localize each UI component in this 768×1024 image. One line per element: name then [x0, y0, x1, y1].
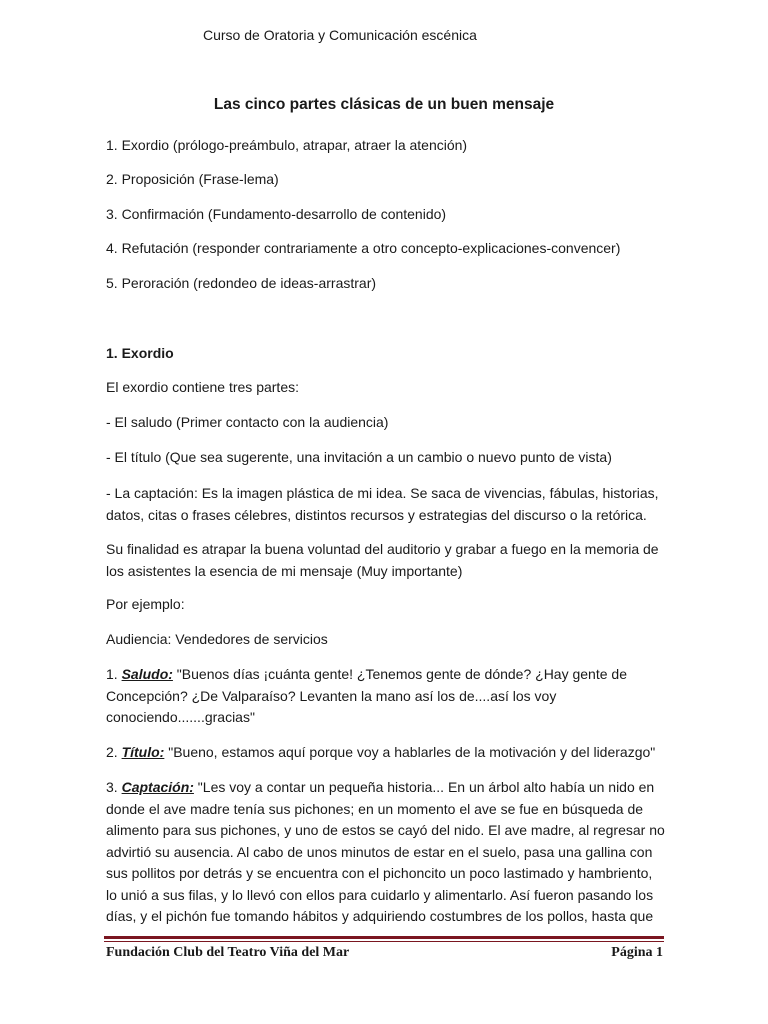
example-saludo — [106, 664, 666, 729]
titulo-description: - El título (Que sea sugerente, una invitación a un cambio o nuevo punto de vista) — [106, 449, 612, 465]
text-segment: "Les voy a contar un pequeña historia... En un árbol alto había un nido en — [193, 779, 655, 795]
text-line: lo unió a sus filas, y lo llevó con ellos para cuidarlo y alimentarlo. Así fueron pasando los — [106, 886, 654, 903]
text-line: donde el ave madre tenía sus pichones; en un momento el ave se fue en búsqueda de — [106, 800, 644, 817]
titulo-label: Título: — [121, 744, 165, 760]
captacion-description — [106, 483, 666, 526]
text-segment: "Bueno, estamos aquí porque voy a hablarles de la motivación y del liderazgo" — [164, 744, 656, 760]
text-line: sus pollitos por detrás y se encuentra con el pichoncito un poco lastimado y hambriento, — [106, 865, 653, 881]
footer-rule-thick — [104, 936, 664, 939]
document-title: Las cinco partes clásicas de un buen mensaje — [213, 96, 555, 113]
item-number: 3. — [106, 779, 122, 795]
page-header: Curso de Oratoria y Comunicación escénica — [203, 27, 477, 43]
section-heading: 1. Exordio — [106, 345, 174, 361]
saludo-label: Saludo: — [121, 666, 173, 682]
footer-organization: Fundación Club del Teatro Viña del Mar — [106, 945, 350, 960]
audience-line: Audiencia: Vendedores de servicios — [106, 631, 328, 647]
part-item-4: 4. Refutación (responder contrariamente a otro concepto-explicaciones-convencer) — [106, 240, 621, 256]
finalidad-paragraph — [106, 539, 666, 582]
part-item-3: 3. Confirmación (Fundamento-desarrollo de contenido) — [106, 206, 447, 222]
text-line: datos, citas o frases célebres, distintos recursos y estrategias del discurso o la retórica. — [106, 506, 647, 523]
part-item-2: 2. Proposición (Frase-lema) — [106, 171, 279, 187]
footer-rule-thin — [104, 941, 664, 942]
text-line: Su finalidad es atrapar la buena voluntad del auditorio y grabar a fuego en la memoria de — [106, 541, 659, 557]
item-number: 2. — [106, 744, 122, 760]
saludo-description: - El saludo (Primer contacto con la audiencia) — [106, 414, 389, 430]
text-segment: "Buenos días ¡cuánta gente! ¿Tenemos gente de dónde? ¿Hay gente de — [172, 666, 627, 682]
captacion-label: Captación: — [121, 779, 194, 795]
section-intro: El exordio contiene tres partes: — [106, 379, 299, 395]
text-line: Concepción? ¿De Valparaíso? Levanten la mano así los de....así los voy — [106, 687, 557, 704]
text-line — [106, 664, 666, 686]
text-line — [106, 777, 666, 799]
example-label: Por ejemplo: — [106, 596, 185, 612]
text-line: los asistentes la esencia de mi mensaje (Muy importante) — [106, 562, 463, 579]
text-line: - La captación: Es la imagen plástica de mi idea. Se saca de vivencias, fábulas, historias, — [106, 485, 659, 501]
example-captacion — [106, 777, 666, 928]
text-line: alimento para sus pichones, y uno de estos se cayó del nido. El ave madre, al regresar no — [106, 822, 665, 838]
text-line: advirtió su ausencia. Al cabo de unos minutos de estar en el suelo, pasa una gallina con — [106, 843, 653, 860]
footer-page-number: Página 1 — [611, 945, 663, 960]
part-item-1: 1. Exordio (prólogo-preámbulo, atrapar, atraer la atención) — [106, 137, 468, 153]
example-titulo — [106, 742, 666, 764]
text-line: conociendo.......gracias" — [106, 709, 255, 725]
text-line: días, y el pichón fue tomando hábitos y adquiriendo costumbres de los pollos, hasta que — [106, 908, 654, 924]
part-item-5: 5. Peroración (redondeo de ideas-arrastrar) — [106, 275, 377, 291]
item-number: 1. — [106, 666, 122, 682]
